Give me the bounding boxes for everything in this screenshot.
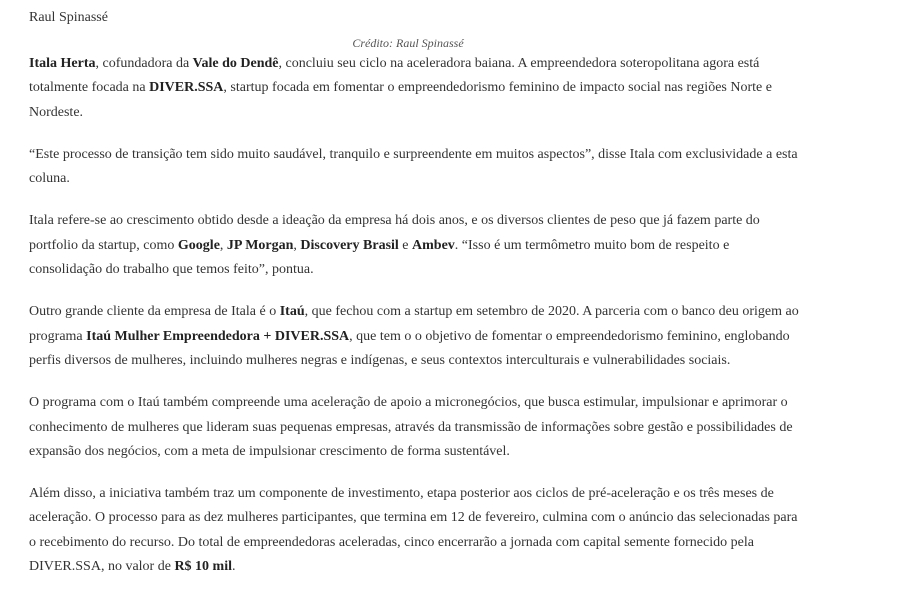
bold-text: Itala Herta	[29, 56, 96, 71]
text-run: , que tem o o objetivo de fomentar o empreendedorismo feminino, englobando perfis diversos de mulheres, incluindo mulheres negras e indígenas, e seus contextos interculturais e vulnerabilidades sociais.	[29, 328, 790, 368]
bold-text: Discovery Brasil	[300, 237, 399, 253]
bold-text: Itaú	[279, 304, 305, 320]
text-run: ,	[293, 237, 301, 253]
paragraph	[29, 391, 799, 464]
photo-credit: Crédito: Raul Spinassé	[352, 36, 464, 50]
text-run: , que fechou com a startup em setembro de 2020. A parceria com o banco deu origem ao programa	[29, 304, 799, 344]
article-body	[29, 52, 799, 597]
bold-text: Vale do Dendê	[192, 56, 279, 71]
paragraph	[29, 300, 799, 373]
paragraph	[29, 482, 799, 579]
text-run: O programa com o Itaú também compreende uma aceleração de apoio a micronegócios, que busca estimular, impulsionar e aprimorar o conhecimento de mulheres que lideram suas pequenas empresas, através da transmissão de informações sobre gestão e possibilidades de expansão dos negócios, com a meta de impulsionar crescimento de forma sustentável.	[29, 395, 793, 459]
text-run: Além disso, a iniciativa também traz um componente de investimento, etapa posterior aos ciclos de pré-aceleração e os três meses de aceleração. O processo para as dez mulheres participantes, que termina em 12 de fevereiro, culmina com o anúncio das selecionadas para o recebimento do recurso. Do total de empreendedoras aceleradas, cinco encerrarão a jornada com capital semente fornecido pela DIVER.SSA, no valor de	[29, 486, 798, 575]
text-run: Itala refere-se ao crescimento obtido desde a ideação da empresa há dois anos, e os diversos clientes de peso que já fazem parte do portfolio da startup, como	[29, 213, 760, 253]
photo-author-name: Raul Spinassé	[29, 10, 108, 25]
text-run: , concluiu seu ciclo na aceleradora baiana. A empreendedora soteropolitana agora está totalmente focada na	[29, 56, 760, 96]
bold-text: Google	[177, 237, 220, 253]
bold-text: Itaú Mulher Empreendedora + DIVER.SSA	[86, 328, 350, 344]
text-run: “Este processo de transição tem sido muito saudável, tranquilo e surpreendente em muitos aspectos”, disse Itala com exclusividade a esta coluna.	[29, 146, 798, 187]
paragraph	[29, 209, 799, 282]
paragraph	[29, 52, 799, 125]
bold-text: Ambev	[412, 237, 455, 253]
text-run: e	[398, 237, 413, 253]
text-run: ,	[219, 237, 227, 253]
bold-text: R$ 10 mil	[174, 559, 232, 575]
paragraph	[29, 143, 799, 192]
text-run: Outro grande cliente da empresa de Itala é o	[29, 304, 280, 320]
text-run: , cofundadora da	[95, 56, 193, 71]
bold-text: DIVER.SSA	[149, 80, 224, 96]
text-run: .	[232, 559, 236, 575]
bold-text: JP Morgan	[226, 237, 294, 253]
text-run: , startup focada em fomentar o empreendedorismo feminino de impacto social nas regiões Norte e Nordeste.	[29, 80, 772, 120]
text-run: . “Isso é um termômetro muito bom de respeito e consolidação do trabalho que temos feito”, pontua.	[29, 237, 730, 278]
